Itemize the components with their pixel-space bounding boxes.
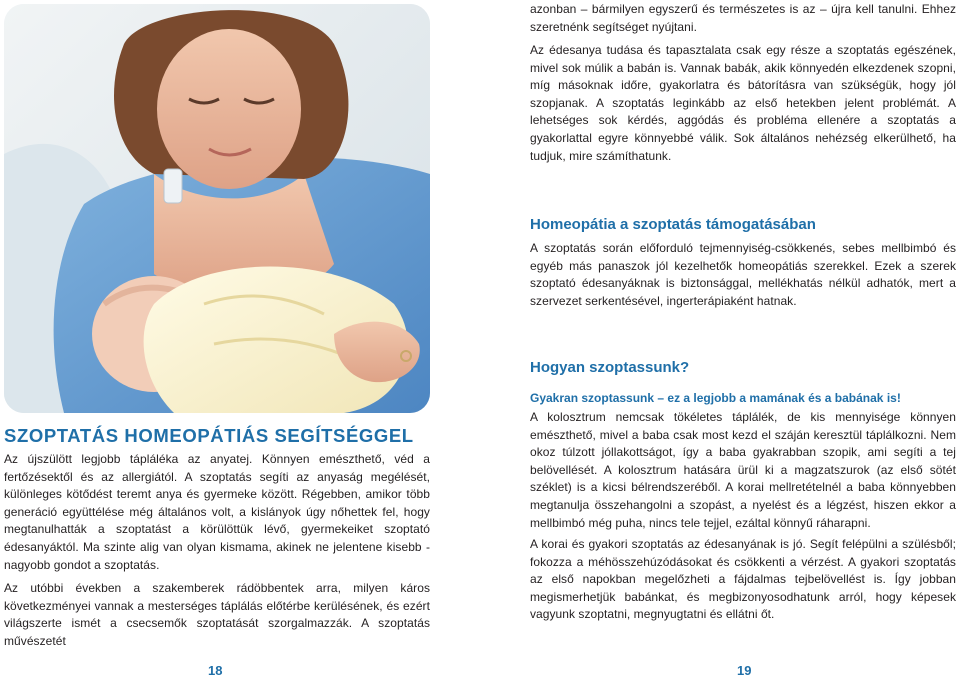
page-number-right: 19 [737,663,752,678]
right-top-paragraph-2: Az édesanya tudása és tapasztalata csak egy része a szoptatás egészének, mivel sok múlik a babán is. Vannak babák, akik könnyedén elkezdenek szopni, míg másoknak időre, gyakorlatra és bátorításra van szükségük, hogy jól szopjanak. A szoptatás leginkább az első hetekben jelent problémát. A lehetséges sok kérdés, aggódás és probléma ellenére a szoptatás a gyakorlattal egyre könnyebbé válik. Sok általános nehézség elkerülhető, ha tudjuk, mire számíthatunk. [530,43,956,163]
page-number-left: 18 [208,663,223,678]
how-to-paragraph-1: A kolosztrum nemcsak tökéletes táplálék, de kis mennyisége könnyen emészthető, mivel a baba csak most kezd el száján keresztül táplálkozni. Nem okoz túlzott jóllakottságot, így a baba gyakrabban szopik, ami segíti a tej belövellését. A kolosztrum hatására ürül ki a magzatszurok (az első sötét széklet) is a kicsi bélrendszeréből. A korai mellretételnél a baba könnyebben megtanulja összehangolni a szopást, a nyelést és a légzést, hiszen ekkor a mellbimbó még puha, nincs tele tejjel, ezáltal könnyű ráharapni. [530,410,956,530]
right-top-paragraph-1: azonban – bármilyen egyszerű és természetes is az – újra kell tanulni. Ehhez szeretnénk segítséget nyújtani. [530,2,956,34]
homeopathy-section-title: Homeopátia a szoptatás támogatásában [530,216,816,233]
how-to-breastfeed-title: Hogyan szoptassunk? [530,359,690,376]
photo-illustration [4,4,430,413]
homeopathy-paragraph: A szoptatás során előforduló tejmennyiség-csökkenés, sebes mellbimbó és egyéb más panaszok jól kezelhetők homeopátiás szerekkel. Ezek a szerek szoptató édesanyáknak is biztonsággal, mellékhatás nélkül adhatók, mert a szervezet serkentésével, ingerterápiaként hatnak. [530,241,956,308]
mother-breastfeeding-photo [4,4,430,413]
how-to-paragraph-2: A korai és gyakori szoptatás az édesanyának is jó. Segít felépülni a szülésből; fokozza a méhösszehúzódásokat és csökkenti a vérzést. A gyakori szoptatás az első napokban megelőzheti a fájdalmas tejbelövellést is. Így jobban megismerhetjük babánkat, és megbizonyosodhatunk arról, hogy képesek vagyunk szoptatni, megnyugtatni és ellátni őt. [530,537,956,622]
left-paragraph-1: Az újszülött legjobb tápláléka az anyatej. Könnyen emészthető, véd a fertőzésektől és az allergiától. A szoptatás segíti az anyaság megélését, különleges kötődést teremt anya és gyermeke között. Régebben, amikor több generáció együttélése még általános volt, a kislányok úgy nőhettek fel, hogy megtanulhatták a szoptatást a körülöttük lévő, gyermekeiket szoptató édesanyáktól. Ma szinte alig van olyan kismama, akinek ne jelentene kisebb - nagyobb gondot a szoptatás. [4,452,430,572]
left-page-title: SZOPTATÁS HOMEOPÁTIÁS SEGÍTSÉGGEL [4,425,414,446]
how-to-subtitle: Gyakran szoptassunk – ez a legjobb a mamának és a babának is! [530,391,901,405]
left-paragraph-2: Az utóbbi években a szakemberek rádöbbentek arra, milyen káros következményei vannak a mesterséges táplálás előtérbe kerülésének, és ezért világszerte ismét a csecsemők szoptatását szorgalmazzák. A szoptatás művészetét [4,581,430,648]
